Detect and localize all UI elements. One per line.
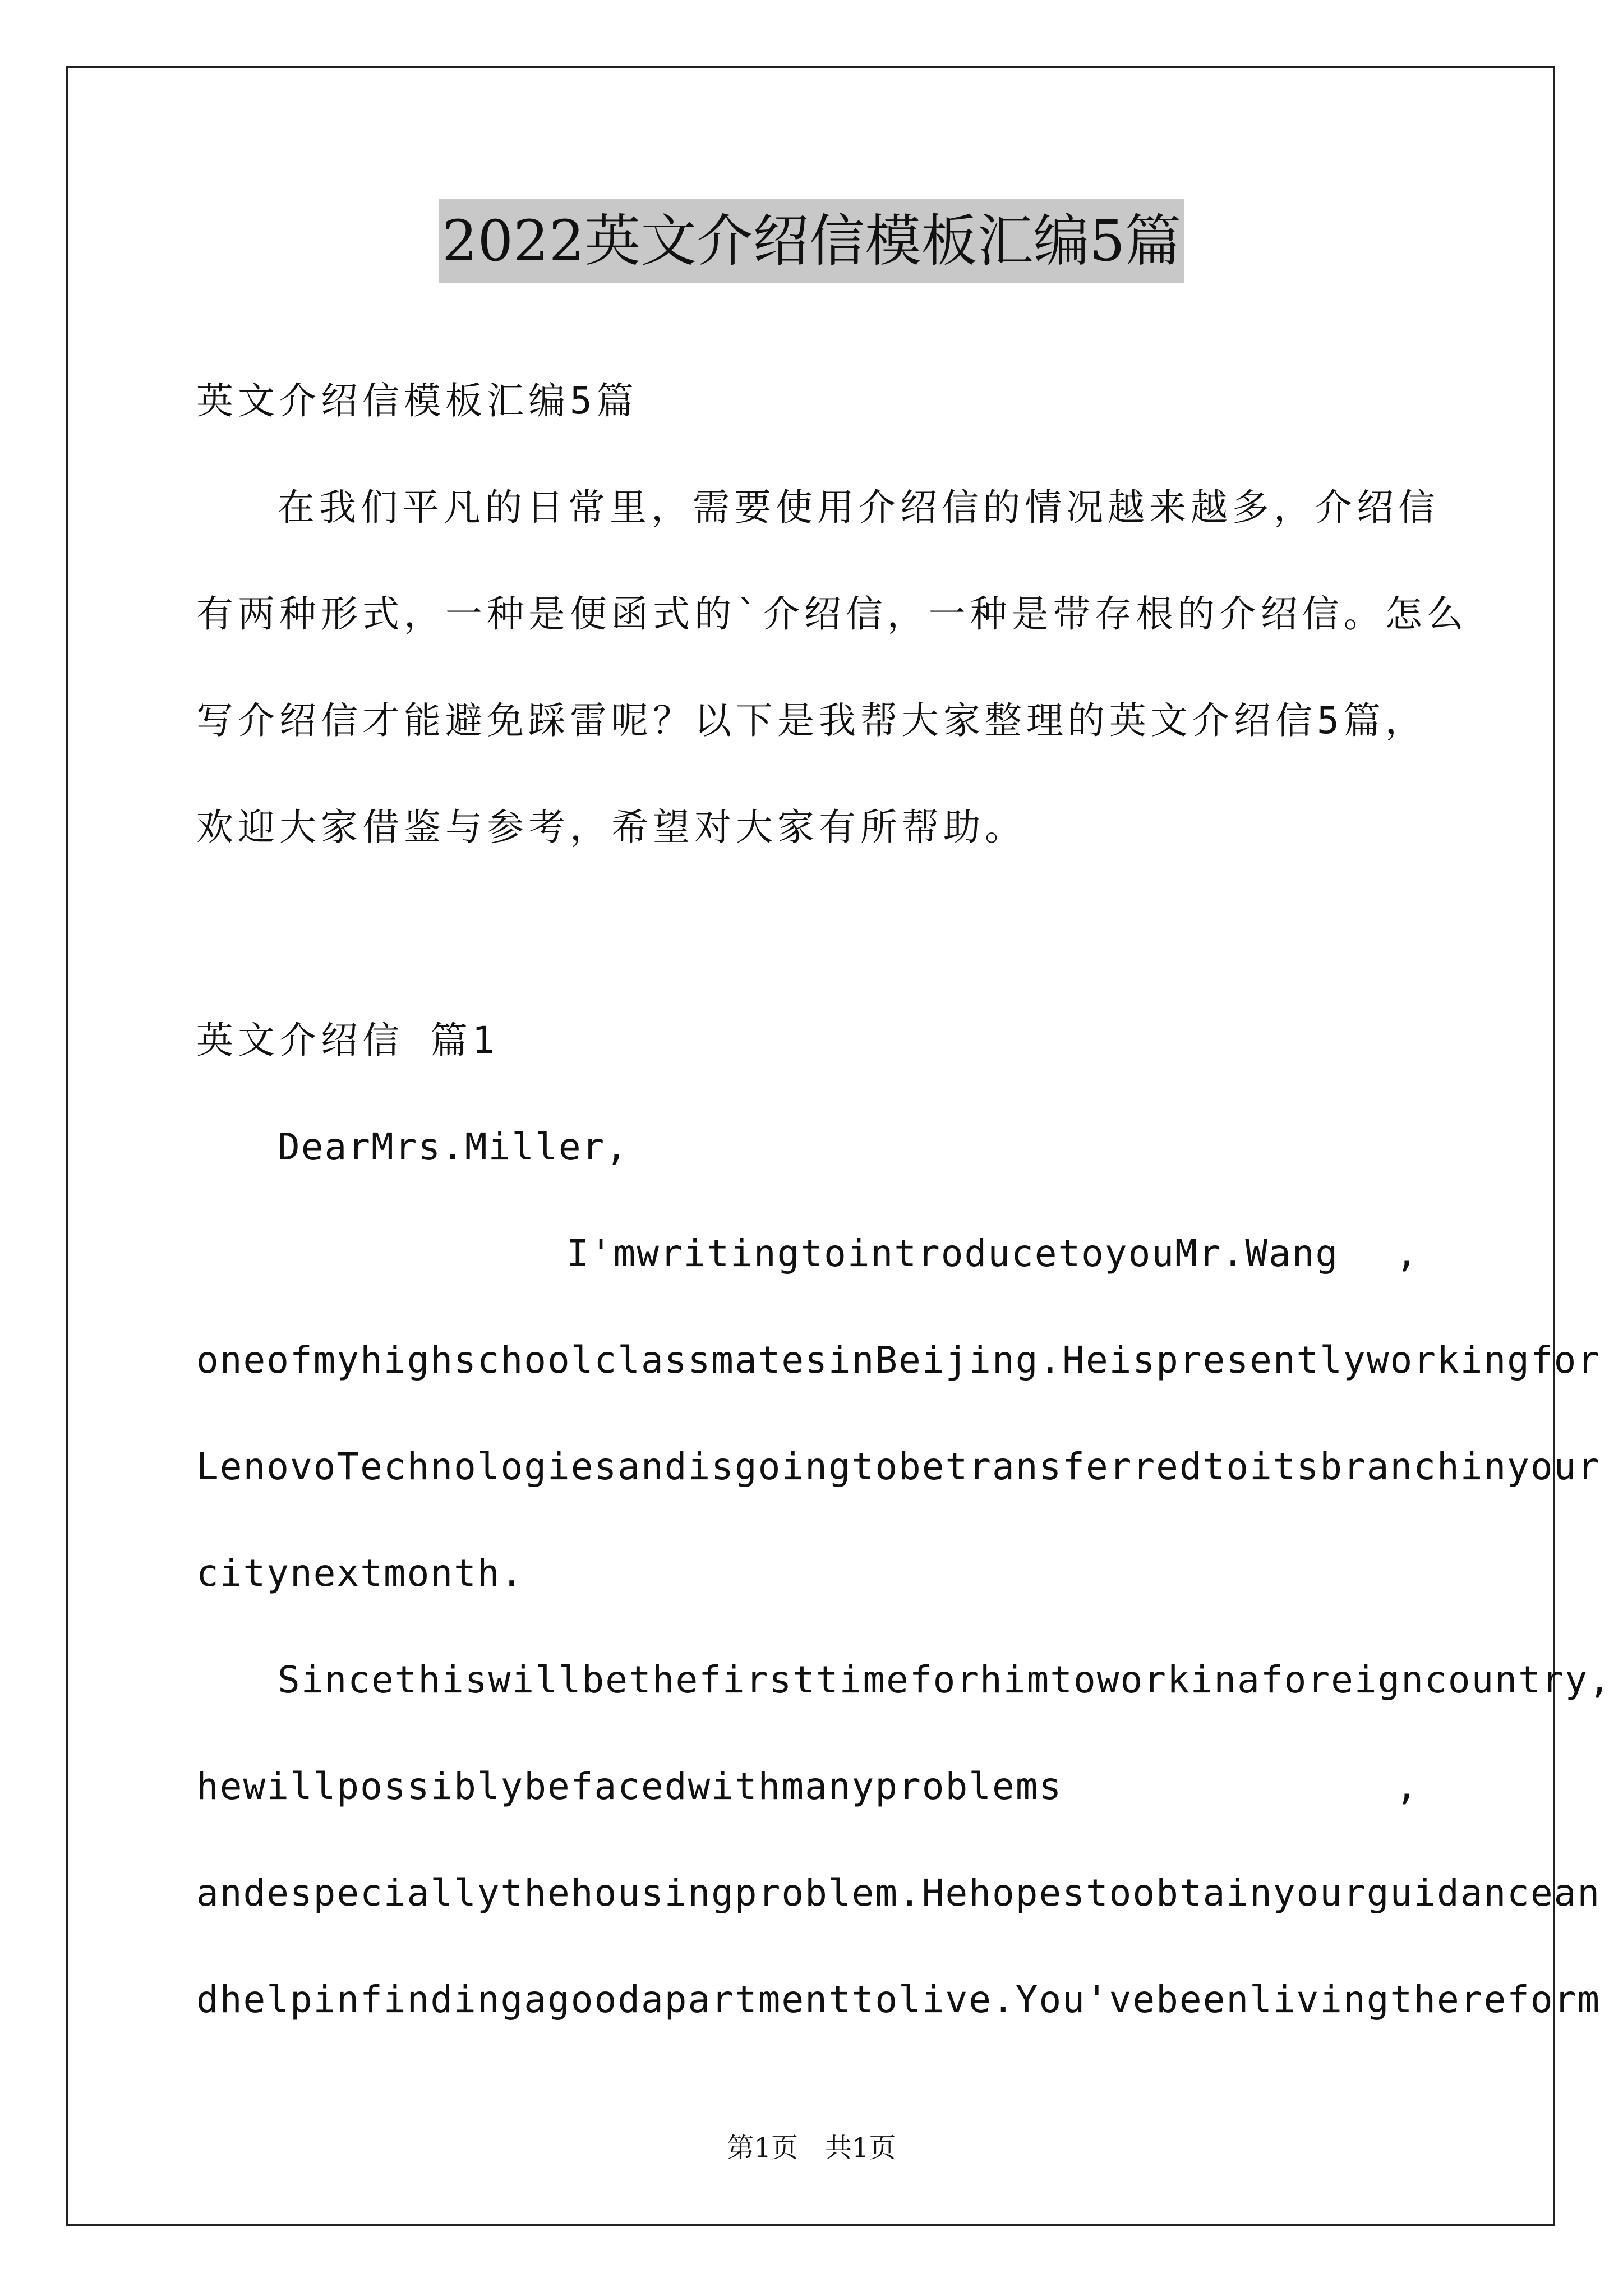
page-footer: 第1页 共1页 bbox=[727, 2132, 896, 2164]
letter-line: andespeciallythehousingproblem.Hehopestoobtainyourguidancean bbox=[196, 1871, 1601, 1915]
intro-line: 欢迎大家借鉴与参考，希望对大家有所帮助。 bbox=[196, 806, 1026, 849]
document-title: 2022英文介绍信模板汇编5篇 bbox=[439, 199, 1184, 283]
spacer bbox=[196, 881, 1419, 987]
document-body bbox=[196, 348, 1612, 2053]
subtitle: 英文介绍信模板汇编5篇 bbox=[196, 379, 638, 422]
letter-line: oneofmyhighschoolclassmatesinBeijing.Heispresentlyworkingfor bbox=[196, 1338, 1601, 1382]
letter-line bbox=[196, 1733, 1419, 1840]
section-heading: 英文介绍信 篇1 bbox=[196, 1019, 499, 1062]
letter-line: Sincethiswillbethefirsttimeforhimtoworkinaforeigncountry, bbox=[278, 1658, 1612, 1701]
letter-line bbox=[196, 1200, 1419, 1307]
letter-text: hewillpossiblybefacedwithmanyproblems bbox=[196, 1765, 1063, 1808]
letter-line: LenovoTechnologiesandisgoingtobetransferredtoitsbranchinyour bbox=[196, 1445, 1601, 1488]
letter-line: citynextmonth. bbox=[196, 1552, 524, 1595]
letter-punct: , bbox=[1395, 1232, 1419, 1275]
letter-punct: , bbox=[1395, 1765, 1419, 1808]
salutation: DearMrs.Miller, bbox=[278, 1125, 629, 1168]
letter-line: dhelpinfindingagoodapartmenttolive.You'vebeenlivingthereform bbox=[196, 1978, 1601, 2021]
intro-line: 在我们平凡的日常里，需要使用介绍信的情况越来越多，介绍信 bbox=[278, 486, 1440, 529]
intro-line: 写介绍信才能避免踩雷呢？以下是我帮大家整理的英文介绍信5篇， bbox=[196, 699, 1427, 742]
intro-line: 有两种形式，一种是便函式的`介绍信，一种是带存根的介绍信。怎么 bbox=[196, 592, 1468, 636]
letter-text: I'mwritingtointroducetoyouMr.Wang bbox=[566, 1232, 1339, 1275]
title-container bbox=[0, 199, 1623, 283]
